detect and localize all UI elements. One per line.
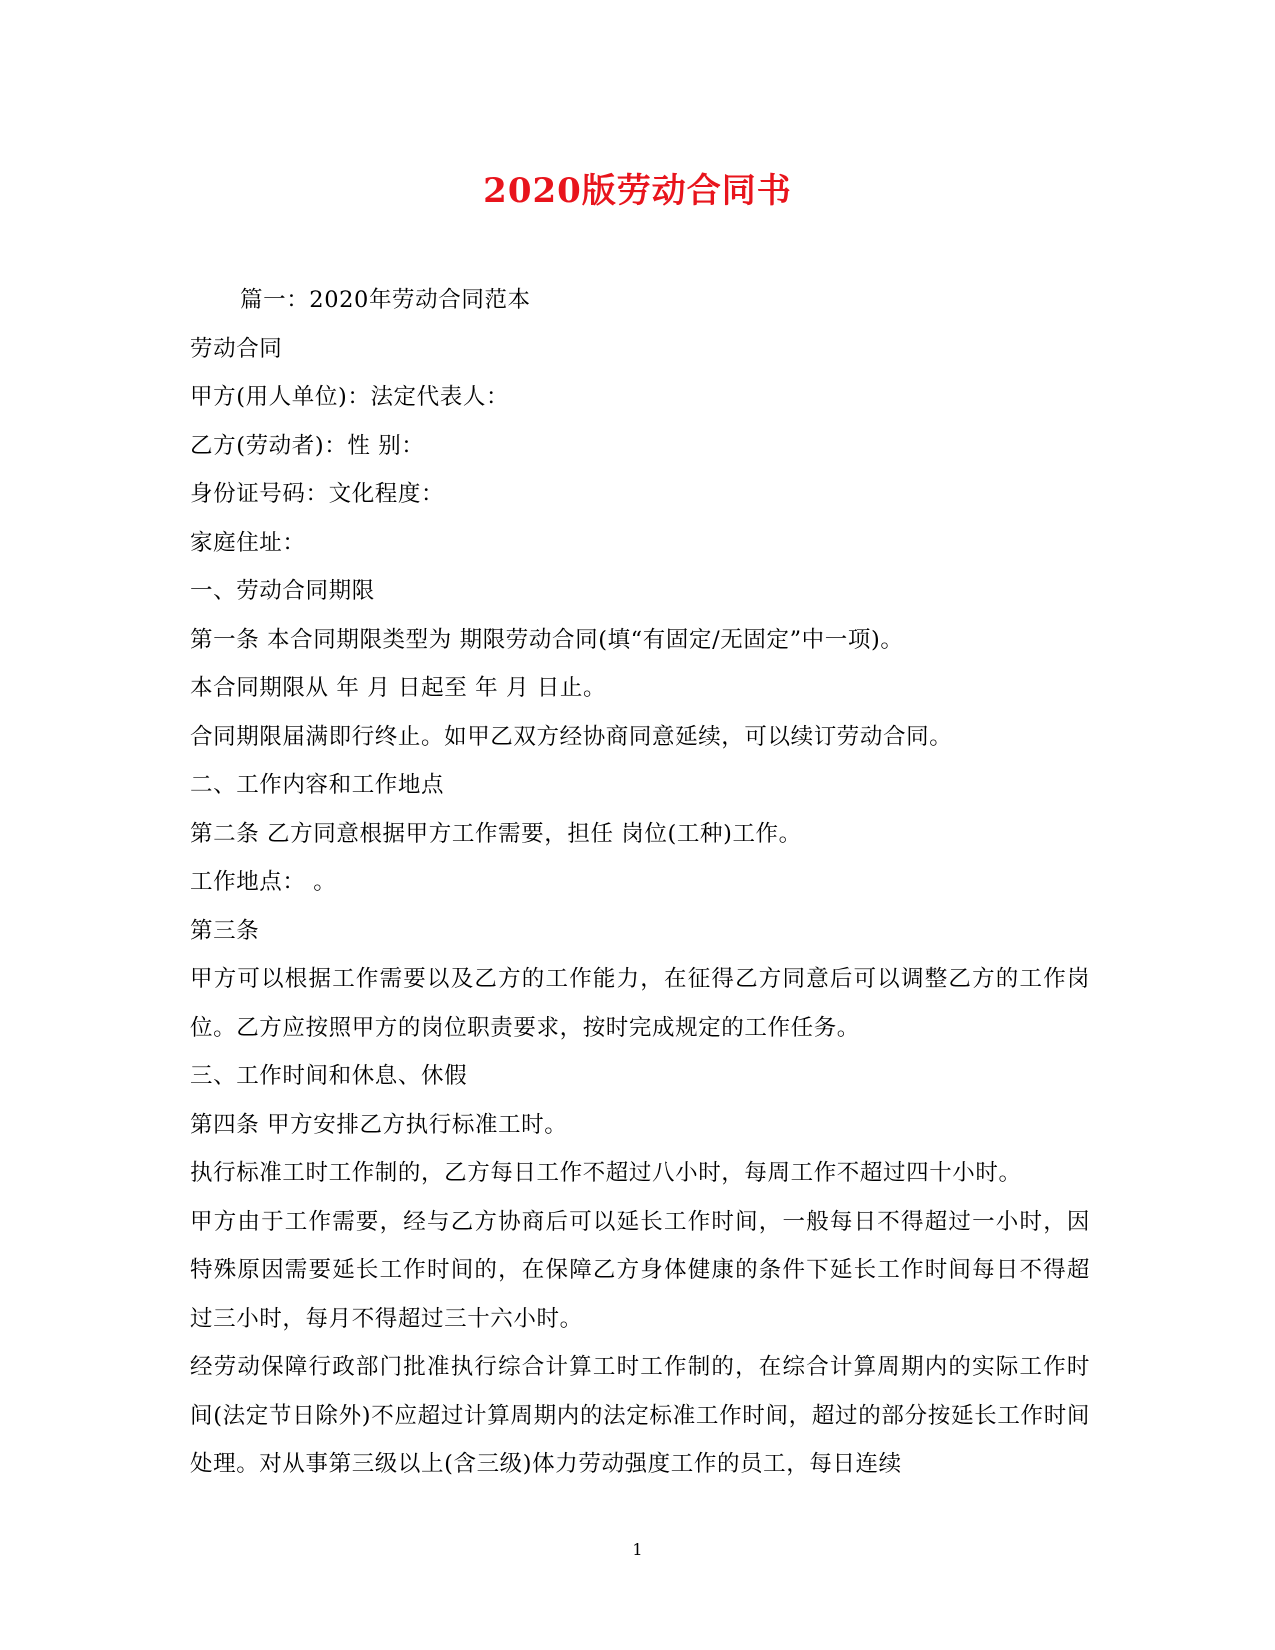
home-address-line: 家庭住址： xyxy=(190,529,306,556)
overtime-paragraph: 甲方由于工作需要，经与乙方协商后可以延长工作时间，一般每日不得超过一小时，因特殊原因需要延长工作时间的，在保障乙方身体健康的条件下延长工作时间每日不得超过三小时，每月不得超过三十六小时。 xyxy=(190,1208,1090,1332)
term-expiry-line: 合同期限届满即行终止。如甲乙双方经协商同意延续，可以续订劳动合同。 xyxy=(190,723,953,750)
standard-hours-line: 执行标准工时工作制的，乙方每日工作不超过八小时，每周工作不超过四十小时。 xyxy=(190,1160,1022,1186)
party-a-line: 甲方(用人单位)：法定代表人： xyxy=(190,384,510,410)
article-one: 第一条 本合同期限类型为 期限劳动合同(填“有固定/无固定”中一项)。 xyxy=(190,626,904,653)
document-body xyxy=(190,276,1090,1489)
id-number-line: 身份证号码：文化程度： xyxy=(190,481,445,507)
section-heading-term: 一、劳动合同期限 xyxy=(190,578,375,604)
term-dates-line: 本合同期限从 年 月 日起至 年 月 日止。 xyxy=(190,675,607,701)
work-location-line: 工作地点： 。 xyxy=(190,869,337,895)
document-title: 2020版劳动合同书 xyxy=(483,171,792,211)
section-heading-work-content: 二、工作内容和工作地点 xyxy=(190,772,445,798)
article-three-heading: 第三条 xyxy=(190,917,260,944)
article-three-body: 甲方可以根据工作需要以及乙方的工作能力，在征得乙方同意后可以调整乙方的工作岗位。乙方应按照甲方的岗位职责要求，按时完成规定的工作任务。 xyxy=(190,966,1090,1041)
contract-heading: 劳动合同 xyxy=(190,335,283,362)
article-four: 第四条 甲方安排乙方执行标准工时。 xyxy=(190,1111,568,1138)
section-heading-part-one: 篇一：2020年劳动合同范本 xyxy=(240,287,531,313)
section-heading-working-hours: 三、工作时间和休息、休假 xyxy=(190,1063,468,1089)
page-number: 1 xyxy=(632,1540,643,1559)
comprehensive-hours-paragraph: 经劳动保障行政部门批准执行综合计算工时工作制的，在综合计算周期内的实际工作时间(法定节日除外)不应超过计算周期内的法定标准工作时间，超过的部分按延长工作时间处理。对从事第三级以上(含三级)体力劳动强度工作的员工，每日连续 xyxy=(190,1354,1090,1477)
party-b-line: 乙方(劳动者)：性 别： xyxy=(190,432,425,459)
article-two: 第二条 乙方同意根据甲方工作需要，担任 岗位(工种)工作。 xyxy=(190,820,802,847)
